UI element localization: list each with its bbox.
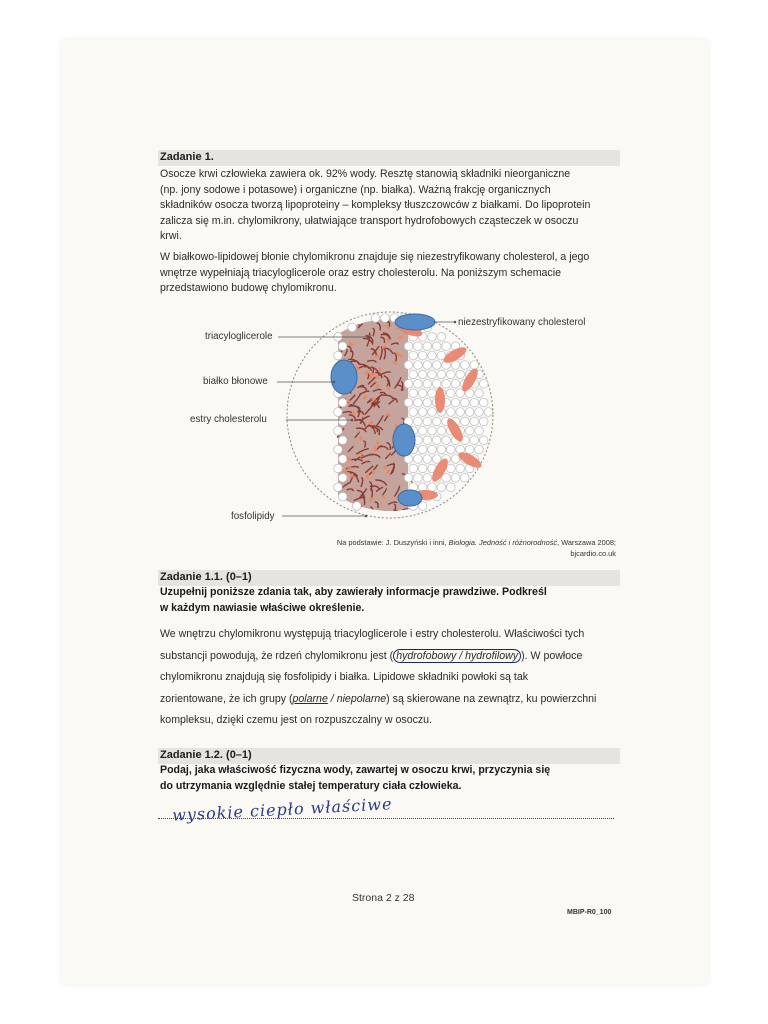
phospholipid-head	[451, 361, 460, 370]
exam-code: MBIP-R0_100	[567, 909, 612, 916]
membrane-protein	[398, 490, 422, 506]
phospholipid-head	[334, 464, 343, 473]
phospholipid-head	[423, 474, 432, 483]
option-polar-selected[interactable]: polarne	[292, 692, 328, 705]
label-unesterified-cholesterol: niezestryfikowany cholesterol	[458, 317, 586, 328]
phospholipid-head	[484, 408, 493, 417]
fatty-acid-chain	[403, 509, 411, 511]
phospholipid-head	[409, 351, 418, 360]
phospholipid-head	[423, 380, 432, 389]
phospholipid-head	[465, 445, 474, 454]
phospholipid-head	[418, 370, 427, 379]
phospholipid-head	[475, 445, 484, 454]
phospholipid-head	[470, 436, 479, 445]
phospholipid-head	[428, 333, 437, 342]
phospholipid-head	[348, 323, 357, 332]
label-cholesterol-esters: estry cholesterolu	[190, 414, 267, 425]
phospholipid-head	[465, 427, 474, 436]
cholesterol-molecule	[435, 387, 445, 413]
phospholipid-head	[432, 380, 441, 389]
phospholipid-head	[338, 417, 347, 426]
phospholipid-head	[334, 351, 343, 360]
phospholipid-head	[432, 436, 441, 445]
task12-title: Zadanie 1.2. (0–1)	[160, 749, 252, 761]
phospholipid-head	[414, 455, 423, 464]
phospholipid-head	[465, 408, 474, 417]
phospholipid-head	[432, 361, 441, 370]
phospholipid-head	[428, 370, 437, 379]
phospholipid-head	[404, 342, 413, 351]
phospholipid-head	[479, 417, 488, 426]
phospholipid-head	[456, 464, 465, 473]
task12-question: Podaj, jaka właściwość fizyczna wody, zawartej w osoczu krwi, przyczynia się do utrzymania względnie stałej temperatury ciała człowieka.	[160, 764, 551, 792]
phospholipid-head	[418, 389, 427, 398]
phospholipid-head	[418, 351, 427, 360]
phospholipid-head	[404, 398, 413, 407]
phospholipid-head	[451, 474, 460, 483]
phospholipid-head	[461, 417, 470, 426]
phospholipid-head	[409, 389, 418, 398]
phospholipid-head	[338, 455, 347, 464]
phospholipid-head	[442, 380, 451, 389]
answer-dotted-line	[158, 818, 614, 819]
phospholipid-head	[338, 492, 347, 501]
phospholipid-head	[418, 408, 427, 417]
phospholipid-head	[442, 342, 451, 351]
phospholipid-head	[470, 361, 479, 370]
phospholipid-head	[428, 408, 437, 417]
phospholipid-head	[475, 389, 484, 398]
phospholipid-head	[432, 417, 441, 426]
phospholipid-head	[451, 398, 460, 407]
phospholipid-head	[338, 436, 347, 445]
phospholipid-head	[428, 427, 437, 436]
phospholipid-head	[447, 464, 456, 473]
phospholipid-head	[428, 483, 437, 492]
phospholipid-head	[428, 351, 437, 360]
membrane-protein	[331, 360, 357, 394]
diagram-source-citation: Na podstawie: J. Duszyński i inni, Biologia. Jedność i różnorodność, Warszawa 2008; bjcardio.co.uk	[336, 538, 616, 558]
phospholipid-head	[437, 483, 446, 492]
task11-instruction: Uzupełnij poniższe zdania tak, aby zawierały informacje prawdziwe. Podkreśl w każdym nawiasie właściwe określenie.	[160, 586, 547, 614]
phospholipid-head	[461, 361, 470, 370]
phospholipid-head	[461, 398, 470, 407]
task11-title: Zadanie 1.1. (0–1)	[160, 571, 252, 583]
phospholipid-head	[414, 342, 423, 351]
phospholipid-head	[437, 445, 446, 454]
leader-dot	[333, 381, 336, 384]
phospholipid-head	[442, 474, 451, 483]
phospholipid-head	[451, 380, 460, 389]
phospholipid-head	[418, 427, 427, 436]
phospholipid-head	[470, 398, 479, 407]
phospholipid-head	[447, 445, 456, 454]
option-nonpolar[interactable]: niepolarne	[336, 692, 387, 705]
phospholipid-head	[409, 408, 418, 417]
phospholipid-head	[479, 380, 488, 389]
phospholipid-head	[404, 474, 413, 483]
phospholipid-head	[334, 445, 343, 454]
phospholipid-head	[423, 398, 432, 407]
phospholipid-head	[414, 398, 423, 407]
page-number: Strona 2 z 28	[352, 892, 415, 904]
option-hydrophobic-selected[interactable]: hydrofobowy / hydrofilowy	[393, 649, 521, 663]
leader-dot	[365, 515, 368, 518]
fatty-acid-chain	[360, 511, 366, 513]
phospholipid-head	[470, 417, 479, 426]
phospholipid-head	[432, 342, 441, 351]
phospholipid-head	[334, 408, 343, 417]
phospholipid-head	[418, 464, 427, 473]
task1-title: Zadanie 1.	[160, 151, 214, 163]
option-hydrophilic[interactable]: hydrofilowy	[465, 649, 519, 662]
handwritten-answer[interactable]: wysokie ciepło właściwe	[171, 794, 393, 825]
task11-fill-in-text: We wnętrzu chylomikronu występują triacyloglicerole i estry cholesterolu. Właściwości tych substancji powodują, że rdzeń chylomikronu jest ( hydrofobowy / hydrofilowy ). W powłoce chylomikronu znajdują się fosfolipidy i białka. Lipidowe składniki powłoki są tak zorientowane, że ich grupy (polarne / niepolarne) są skierowane na zewnątrz, ku powierzchni kompleksu, dzięki czemu jest on rozpuszczalny w osoczu.	[160, 628, 597, 726]
phospholipid-head	[479, 436, 488, 445]
label-phospholipids: fosfolipidy	[231, 511, 275, 522]
phospholipid-head	[423, 436, 432, 445]
phospholipid-head	[442, 436, 451, 445]
leader-dot	[351, 419, 354, 422]
phospholipid-head	[447, 370, 456, 379]
phospholipid-head	[456, 408, 465, 417]
phospholipid-head	[423, 417, 432, 426]
phospholipid-head	[404, 380, 413, 389]
phospholipid-head	[414, 361, 423, 370]
label-triacylglycerols: triacyloglicerole	[205, 331, 273, 342]
phospholipid-head	[437, 333, 446, 342]
membrane-protein	[395, 314, 435, 330]
phospholipid-head	[404, 361, 413, 370]
phospholipid-head	[423, 361, 432, 370]
phospholipid-head	[451, 455, 460, 464]
phospholipid-head	[475, 427, 484, 436]
phospholipid-head	[475, 408, 484, 417]
phospholipid-head	[334, 483, 343, 492]
task1-diagram-intro-paragraph: W białkowo-lipidowej błonie chylomikronu znajduje się niezestryfikowany cholesterol, a jego wnętrze wypełniają triacyloglicerole oraz estry cholesterolu. Na poniższym schemacie przedstawiono budowę chylomikronu.	[160, 251, 590, 294]
leader-dot	[367, 336, 370, 339]
fatty-acid-chain	[342, 509, 350, 517]
phospholipid-head	[414, 417, 423, 426]
leader-dot	[454, 321, 457, 324]
phospholipid-head	[456, 370, 465, 379]
phospholipid-head	[428, 445, 437, 454]
label-membrane-protein: białko błonowe	[203, 376, 268, 387]
phospholipid-head	[423, 455, 432, 464]
phospholipid-head	[371, 314, 380, 323]
phospholipid-head	[418, 445, 427, 454]
phospholipid-head	[447, 408, 456, 417]
fatty-acid-chain	[340, 317, 353, 319]
phospholipid-head	[338, 398, 347, 407]
phospholipid-head	[409, 464, 418, 473]
phospholipid-head	[461, 474, 470, 483]
phospholipid-head	[428, 389, 437, 398]
task1-intro-paragraph: Osocze krwi człowieka zawiera ok. 92% wody. Resztę stanowią składniki nieorganiczne (np. jony sodowe i potasowe) i organiczne (np. białka). Ważną frakcję organicznych składników osocza tworzą lipoproteiny – kompleksy tłuszczowców z białkami. Do lipoprotein zalicza się m.in. chylomikrony, ułatwiające transport hydrofobowych cząsteczek w osoczu krwi.	[160, 168, 591, 242]
phospholipid-head	[437, 370, 446, 379]
phospholipid-head	[409, 370, 418, 379]
phospholipid-head	[437, 427, 446, 436]
phospholipid-head	[381, 314, 390, 323]
membrane-protein	[393, 424, 415, 456]
fatty-acid-chain	[393, 510, 403, 517]
phospholipid-head	[479, 398, 488, 407]
phospholipid-head	[414, 380, 423, 389]
phospholipid-head	[353, 502, 362, 511]
core-group	[336, 310, 413, 520]
phospholipid-head	[334, 427, 343, 436]
phospholipid-head	[338, 342, 347, 351]
phospholipid-head	[447, 389, 456, 398]
phospholipid-head	[414, 474, 423, 483]
phospholipid-head	[338, 474, 347, 483]
phospholipid-head	[447, 483, 456, 492]
phospholipid-head	[423, 342, 432, 351]
